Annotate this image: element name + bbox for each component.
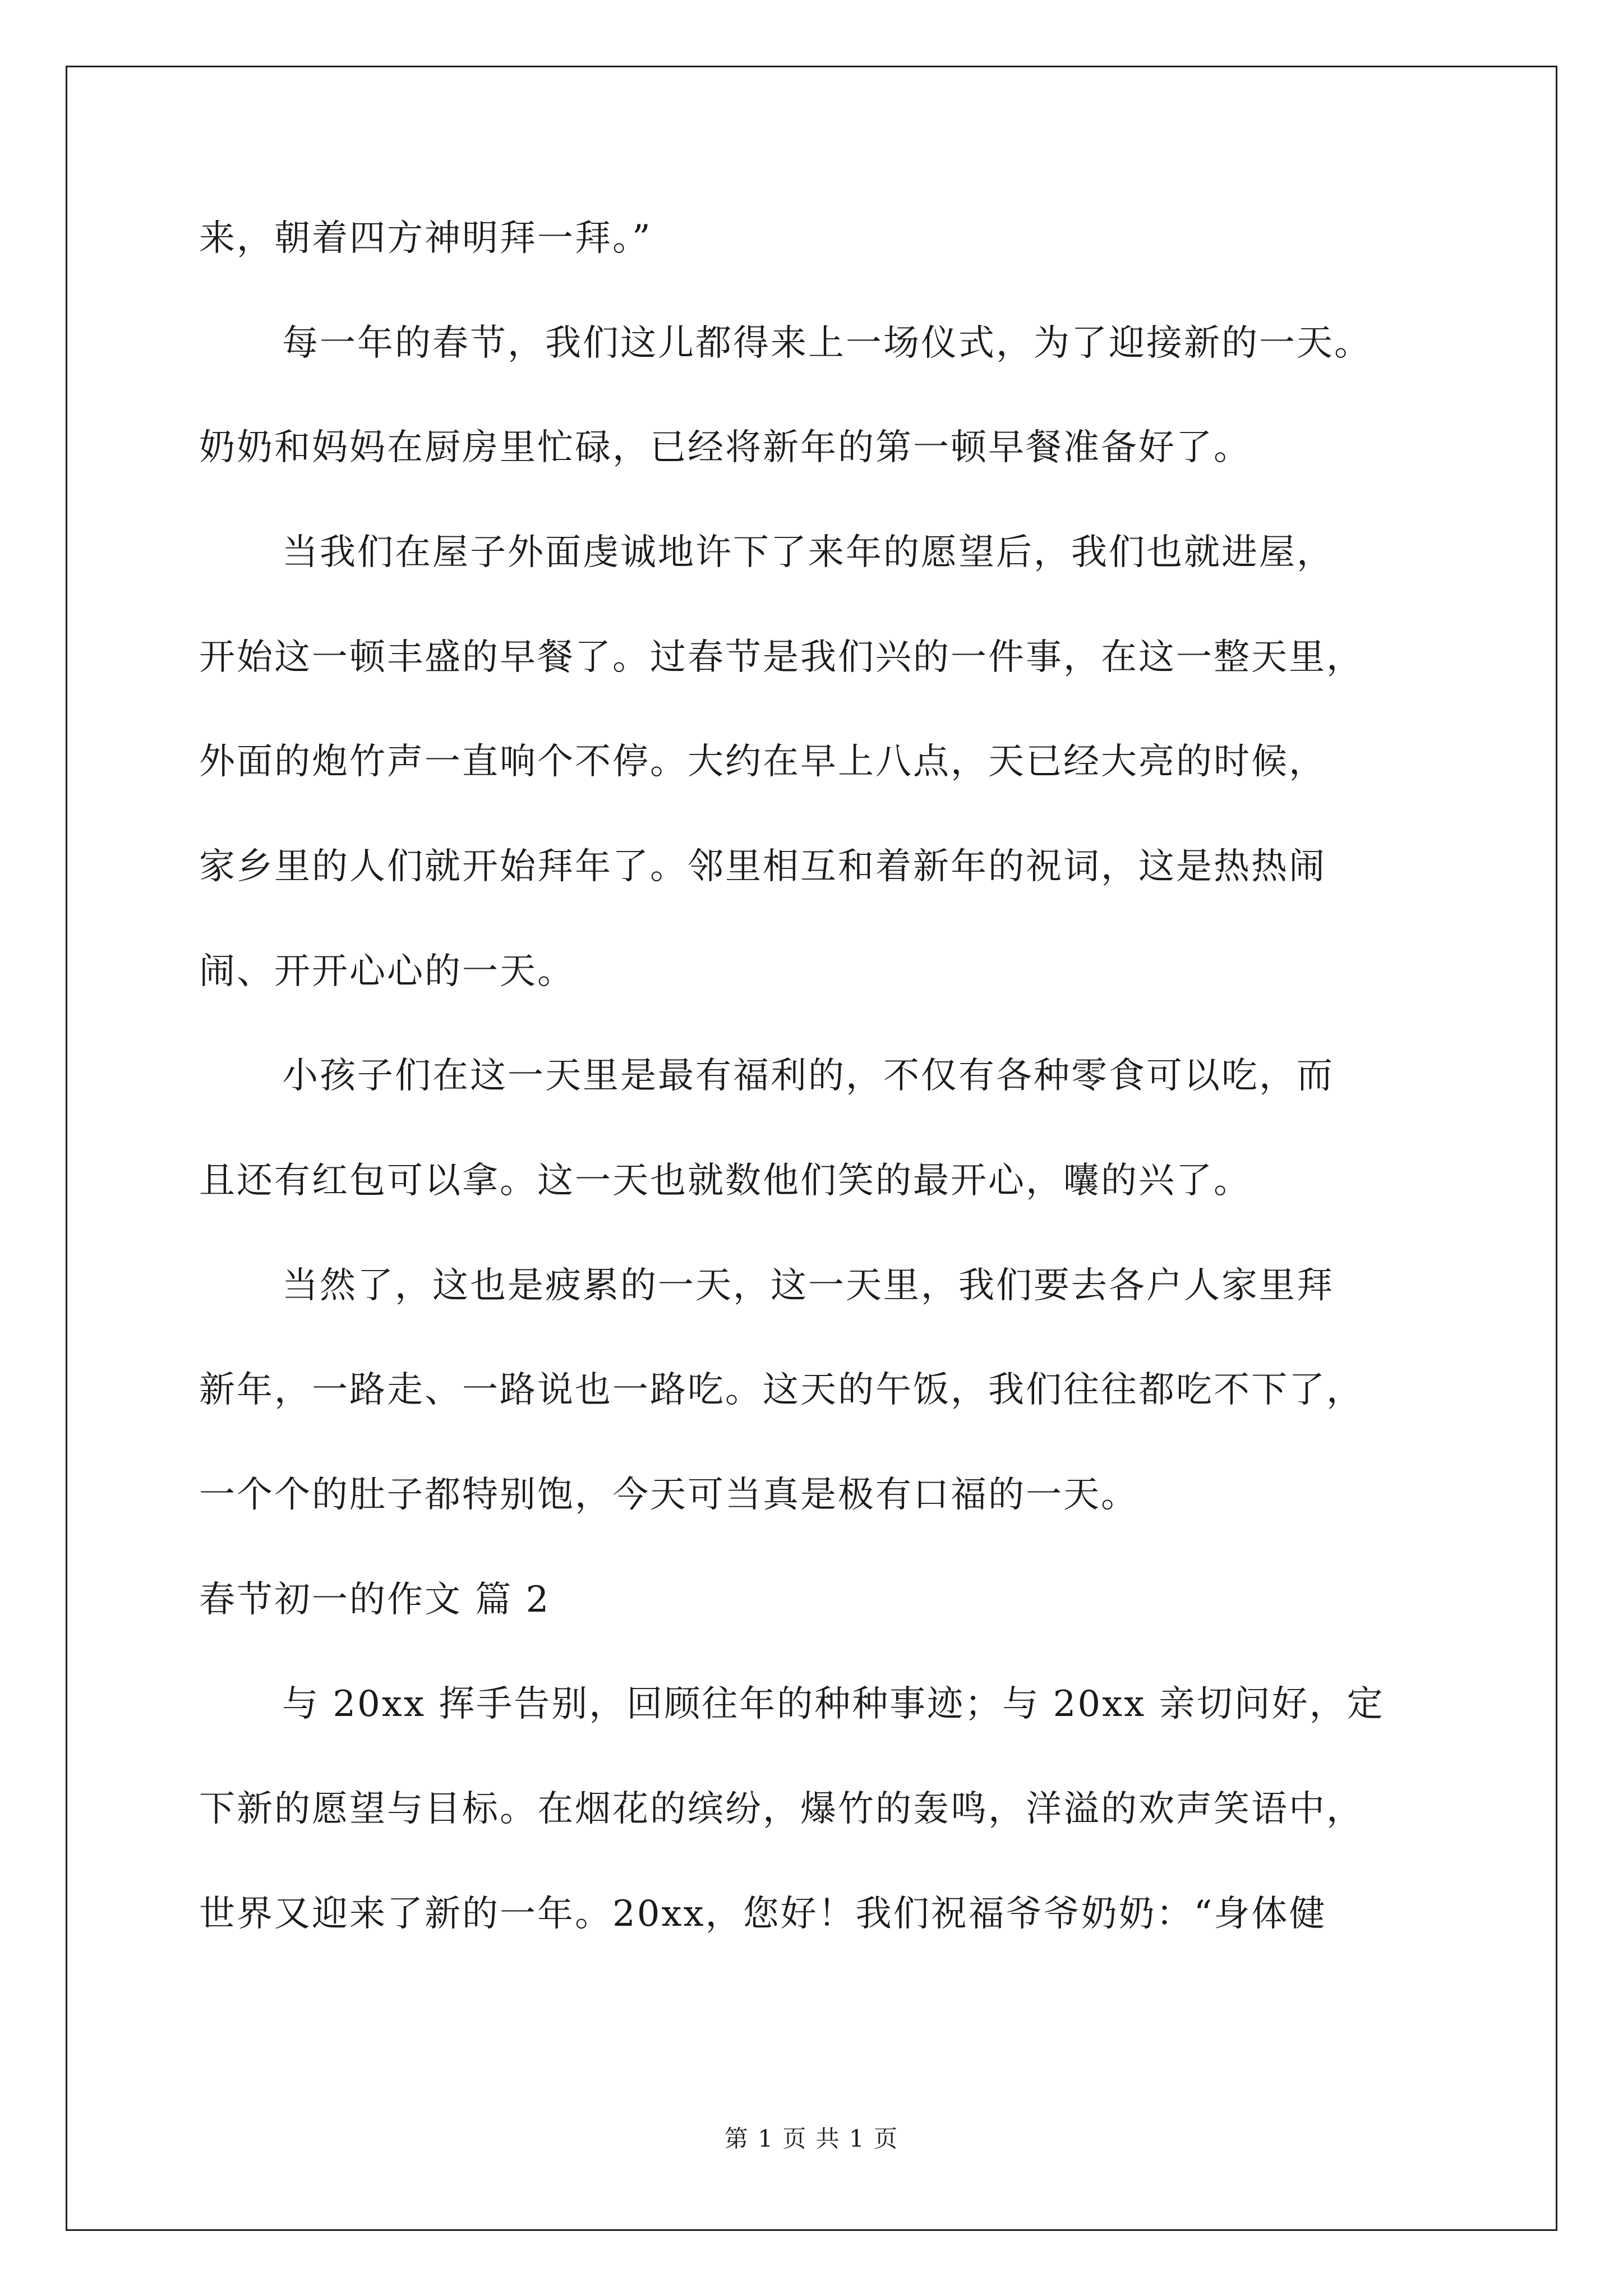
paragraph-start-line: 与 20xx 挥手告别，回顾往年的种种事迹；与 20xx 亲切问好，定 — [282, 1683, 1385, 1725]
text-line: 奶奶和妈妈在厨房里忙碌，已经将新年的第一顿早餐准备好了。 — [199, 427, 1251, 468]
text-line: 闹、开开心心的一天。 — [199, 951, 575, 992]
paragraph-start-line: 当我们在屋子外面虔诚地许下了来年的愿望后，我们也就进屋， — [282, 532, 1334, 573]
text-line: 且还有红包可以拿。这一天也就数他们笑的最开心，囔的兴了。 — [199, 1160, 1251, 1202]
paragraph-start-line: 当然了，这也是疲累的一天，这一天里，我们要去各户人家里拜 — [282, 1265, 1334, 1306]
page-footer: 第 1 页 共 1 页 — [724, 2125, 899, 2152]
text-line: 来，朝着四方神明拜一拜。” — [199, 218, 652, 259]
text-line: 家乡里的人们就开始拜年了。邻里相互和着新年的祝词，这是热热闹 — [199, 846, 1326, 887]
paragraph-start-line: 每一年的春节，我们这儿都得来上一场仪式，为了迎接新的一天。 — [282, 323, 1372, 364]
text-line: 开始这一顿丰盛的早餐了。过春节是我们兴的一件事，在这一整天里， — [199, 637, 1364, 678]
text-line: 新年，一路走、一路说也一路吃。这天的午饭，我们往往都吃不下了， — [199, 1369, 1364, 1411]
text-line: 一个个的肚子都特别饱，今天可当真是极有口福的一天。 — [199, 1474, 1138, 1516]
text-line: 外面的炮竹声一直响个不停。大约在早上八点，天已经大亮的时候， — [199, 741, 1326, 783]
text-line: 世界又迎来了新的一年。20xx，您好！我们祝福爷爷奶奶：“身体健 — [199, 1893, 1327, 1935]
paragraph-start-line: 小孩子们在这一天里是最有福利的，不仅有各种零食可以吃，而 — [282, 1055, 1334, 1097]
section-heading: 春节初一的作文 篇 2 — [199, 1579, 551, 1621]
text-line: 下新的愿望与目标。在烟花的缤纷，爆竹的轰鸣，洋溢的欢声笑语中， — [199, 1788, 1364, 1830]
